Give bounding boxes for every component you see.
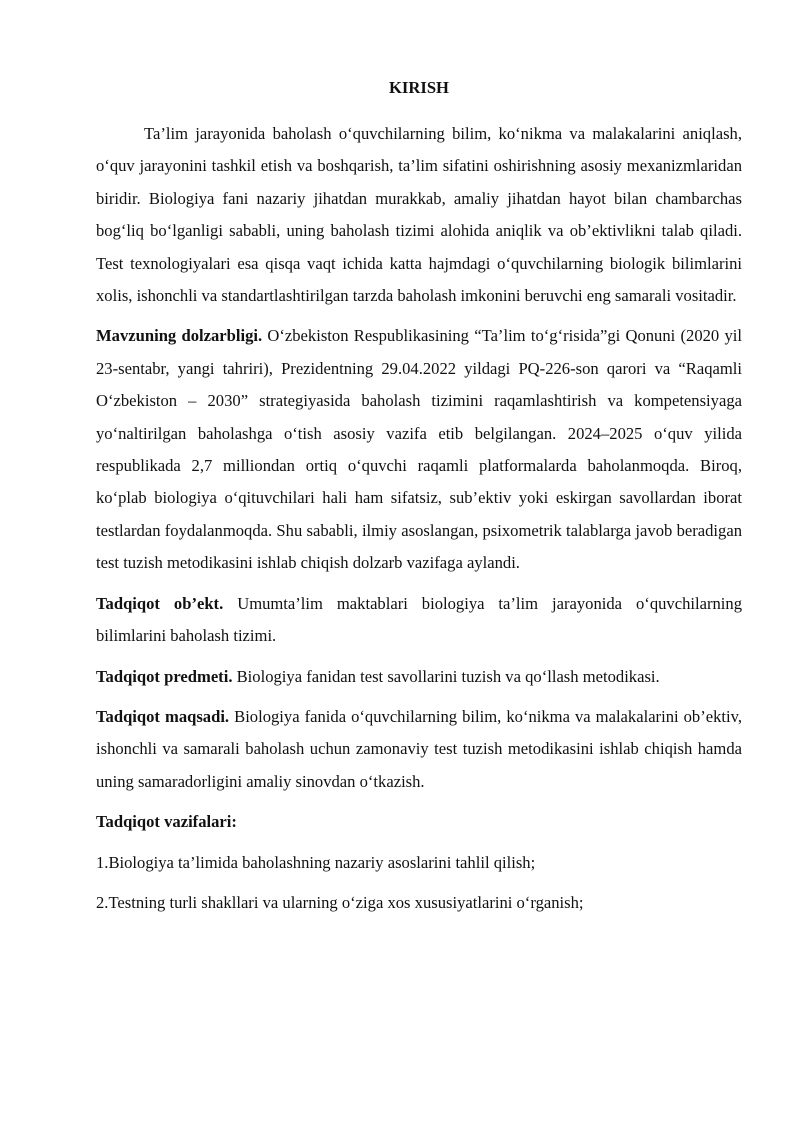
object-text: Umumta’lim maktablari biologiya ta’lim jarayonida o‘quvchilarning bilimlarini baholash tizimi.	[96, 593, 742, 646]
goal-paragraph	[96, 701, 742, 798]
section-heading: KIRISH	[389, 78, 449, 97]
task-item: 1.Biologiya ta’limida baholashning nazariy asoslarini tahlil qilish;	[96, 852, 536, 872]
subject-label: Tadqiqot predmeti.	[96, 666, 233, 686]
object-label: Tadqiqot ob’ekt.	[96, 593, 224, 613]
task-item: 2.Testning turli shakllari va ularning o‘ziga xos xususiyatlarini o‘rganish;	[96, 892, 584, 912]
goal-text: Biologiya fanida o‘quvchilarning bilim, ko‘nikma va malakalarini ob’ektiv, ishonchli va samarali baholash uchun zamonaviy test tuzish metodikasini ishlab chiqish hamda uning samaradorligini amaliy sinovdan o‘tkazish.	[96, 706, 743, 791]
relevance-label: Mavzuning dolzarbligi.	[96, 326, 263, 346]
subject-paragraph	[96, 661, 742, 693]
relevance-text: O‘zbekiston Respublikasining “Ta’lim to‘g‘risida”gi Qonuni (2020 yil 23-sentabr, yangi tahriri), Prezidentning 29.04.2022 yildagi PQ-226-son qarori va “Raqamli O‘zbekiston – 2030” strategiyasida baholash tizimini raqamlashtirish va kompetensiyaga yo‘naltirilgan baholashga o‘tish asosiy vazifa etib belgilangan. 2024–2025 o‘quv yilida respublikada 2,7 milliondan ortiq o‘quvchi raqamli platformalarda baholanmoqda. Biroq, ko‘plab biologiya o‘qituvchilari hali ham sifatsiz, sub’ektiv yoki eskirgan savollardan iborat testlardan foydalanmoqda. Shu sababli, ilmiy asoslangan, psixometrik talablarga javob beradigan test tuzish metodikasini ishlab chiqish dolzarb vazifaga aylandi.	[96, 326, 742, 573]
subject-text: Biologiya fanidan test savollarini tuzish va qo‘llash metodikasi.	[232, 666, 660, 686]
relevance-paragraph	[96, 320, 742, 579]
goal-label: Tadqiqot maqsadi.	[96, 706, 230, 726]
tasks-label: Tadqiqot vazifalari:	[96, 812, 237, 832]
document-page	[96, 72, 742, 927]
object-paragraph	[96, 588, 742, 653]
intro-paragraph: Ta’lim jarayonida baholash o‘quvchilarning bilim, ko‘nikma va malakalarini aniqlash, o‘quv jarayonini tashkil etish va boshqarish, ta’lim sifatini oshirishning asosiy mexanizmlaridan biridir. Biologiya fani nazariy jihatdan murakkab, amaliy jihatdan hayot bilan chambarchas bog‘liq bo‘lganligi sababli, uning baholash tizimi alohida aniqlik va ob’ektivlikni talab qiladi. Test texnologiyalari esa qisqa vaqt ichida katta hajmdagi o‘quvchilarning biologik bilimlarini xolis, ishonchli va standartlashtirilgan tarzda baholash imkonini beruvchi eng samarali vositadir.	[96, 124, 742, 306]
